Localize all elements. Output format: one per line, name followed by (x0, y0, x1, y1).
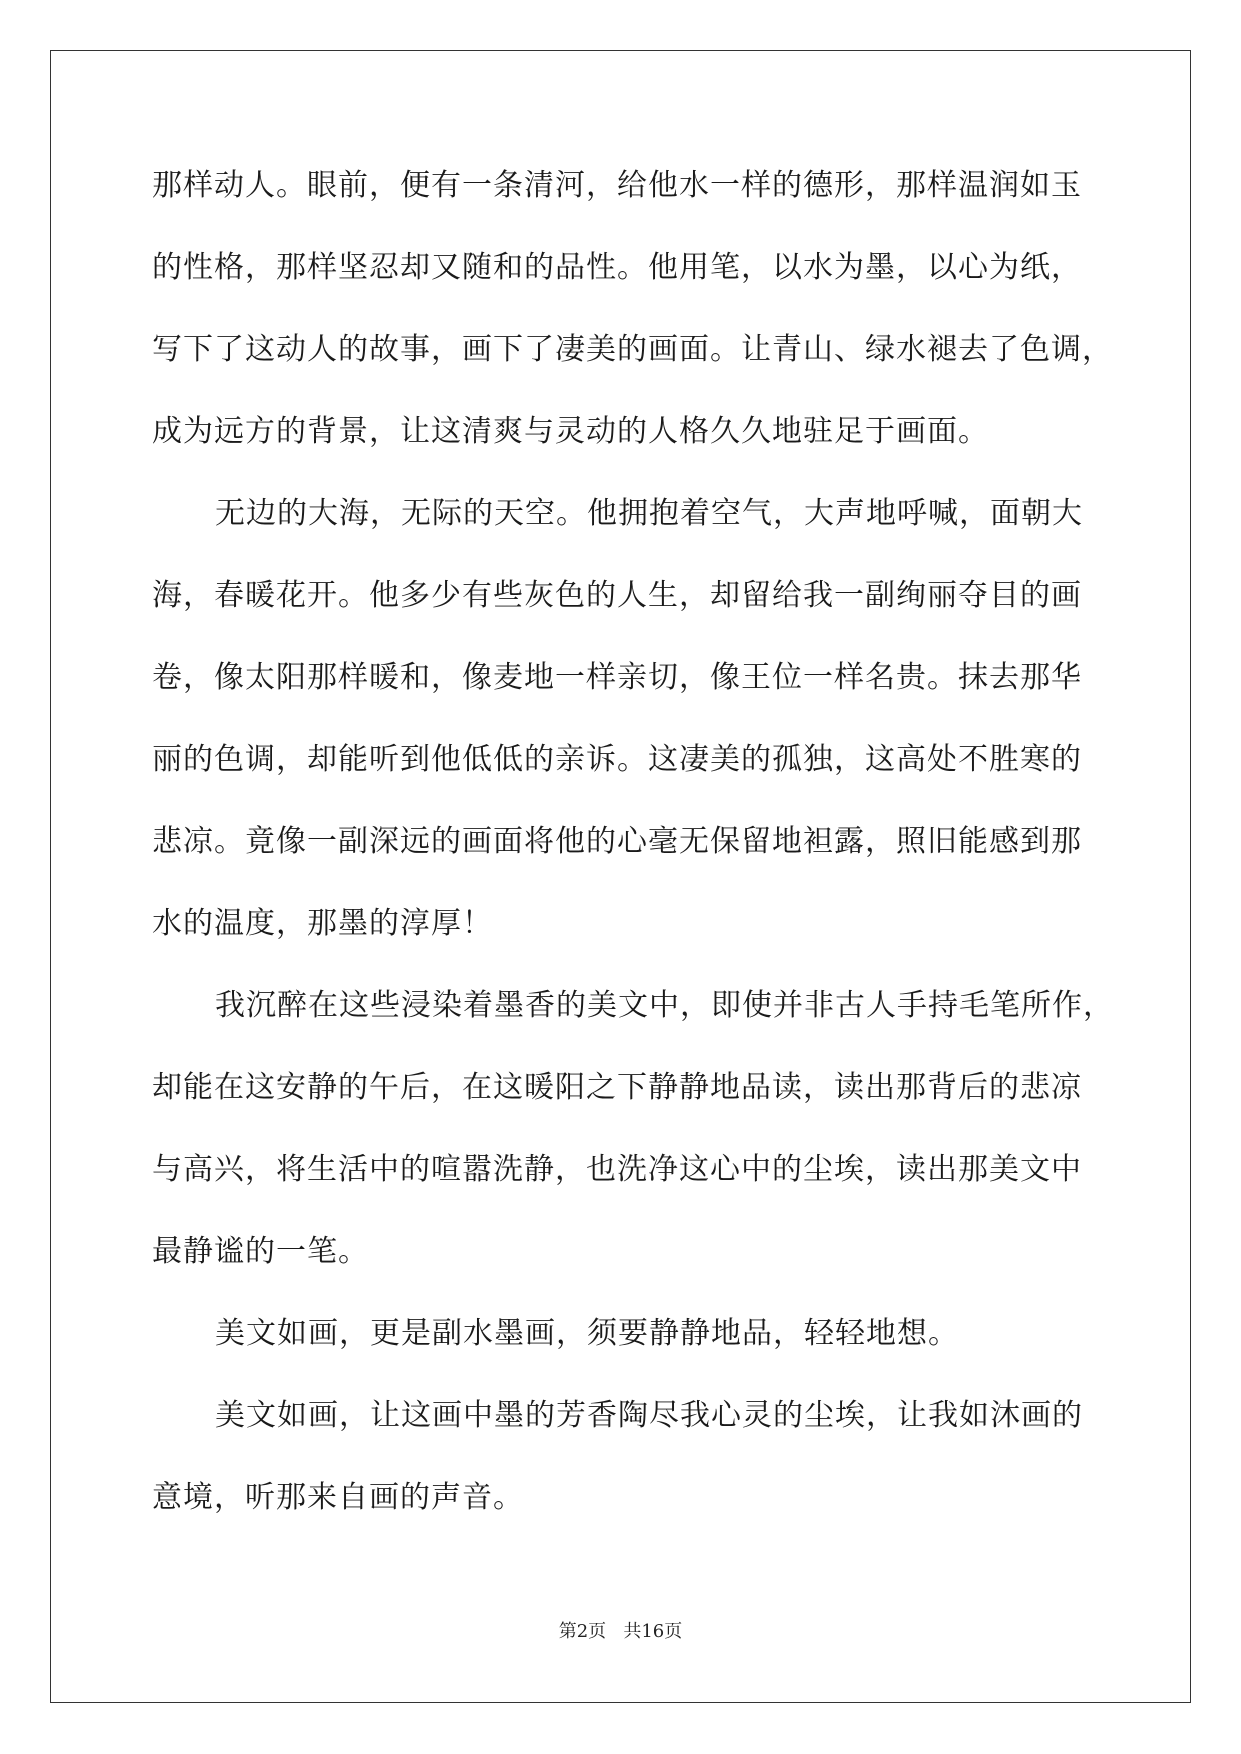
document-body (152, 160, 1114, 1554)
text-line: 那样动人。眼前，便有一条清河，给他水一样的德形，那样温润如玉 (152, 168, 1082, 203)
text-line: 与高兴，将生活中的喧嚣洗静，也洗净这心中的尘埃，读出那美文中 (152, 1152, 1082, 1187)
text-line: 悲凉。竟像一副深远的画面将他的心毫无保留地袒露，照旧能感到那 (152, 824, 1082, 859)
text-line: 无边的大海，无际的天空。他拥抱着空气，大声地呼喊，面朝大 (215, 496, 1083, 531)
text-line: 美文如画，让这画中墨的芳香陶尽我心灵的尘埃，让我如沐画的 (215, 1398, 1083, 1433)
text-line: 写下了这动人的故事，画下了凄美的画面。让青山、绿水褪去了色调， (152, 332, 1113, 367)
text-line: 最静谧的一笔。 (152, 1234, 369, 1269)
text-line: 的性格，那样坚忍却又随和的品性。他用笔，以水为墨，以心为纸， (152, 250, 1082, 285)
text-line: 丽的色调，却能听到他低低的亲诉。这凄美的孤独，这高处不胜寒的 (152, 742, 1082, 777)
text-line: 海，春暖花开。他多少有些灰色的人生，却留给我一副绚丽夺目的画 (152, 578, 1082, 613)
text-line: 却能在这安静的午后，在这暖阳之下静静地品读，读出那背后的悲凉 (152, 1070, 1082, 1105)
text-line: 成为远方的背景，让这清爽与灵动的人格久久地驻足于画面。 (152, 414, 989, 449)
text-line: 我沉醉在这些浸染着墨香的美文中，即使并非古人手持毛笔所作， (215, 988, 1114, 1023)
text-line: 水的温度，那墨的淳厚！ (152, 906, 493, 941)
text-line: 卷，像太阳那样暖和，像麦地一样亲切，像王位一样名贵。抹去那华 (152, 660, 1082, 695)
page-number-footer: 第2页 共16页 (558, 1621, 683, 1642)
text-line: 意境，听那来自画的声音。 (152, 1480, 524, 1515)
text-line: 美文如画，更是副水墨画，须要静静地品，轻轻地想。 (215, 1316, 959, 1351)
